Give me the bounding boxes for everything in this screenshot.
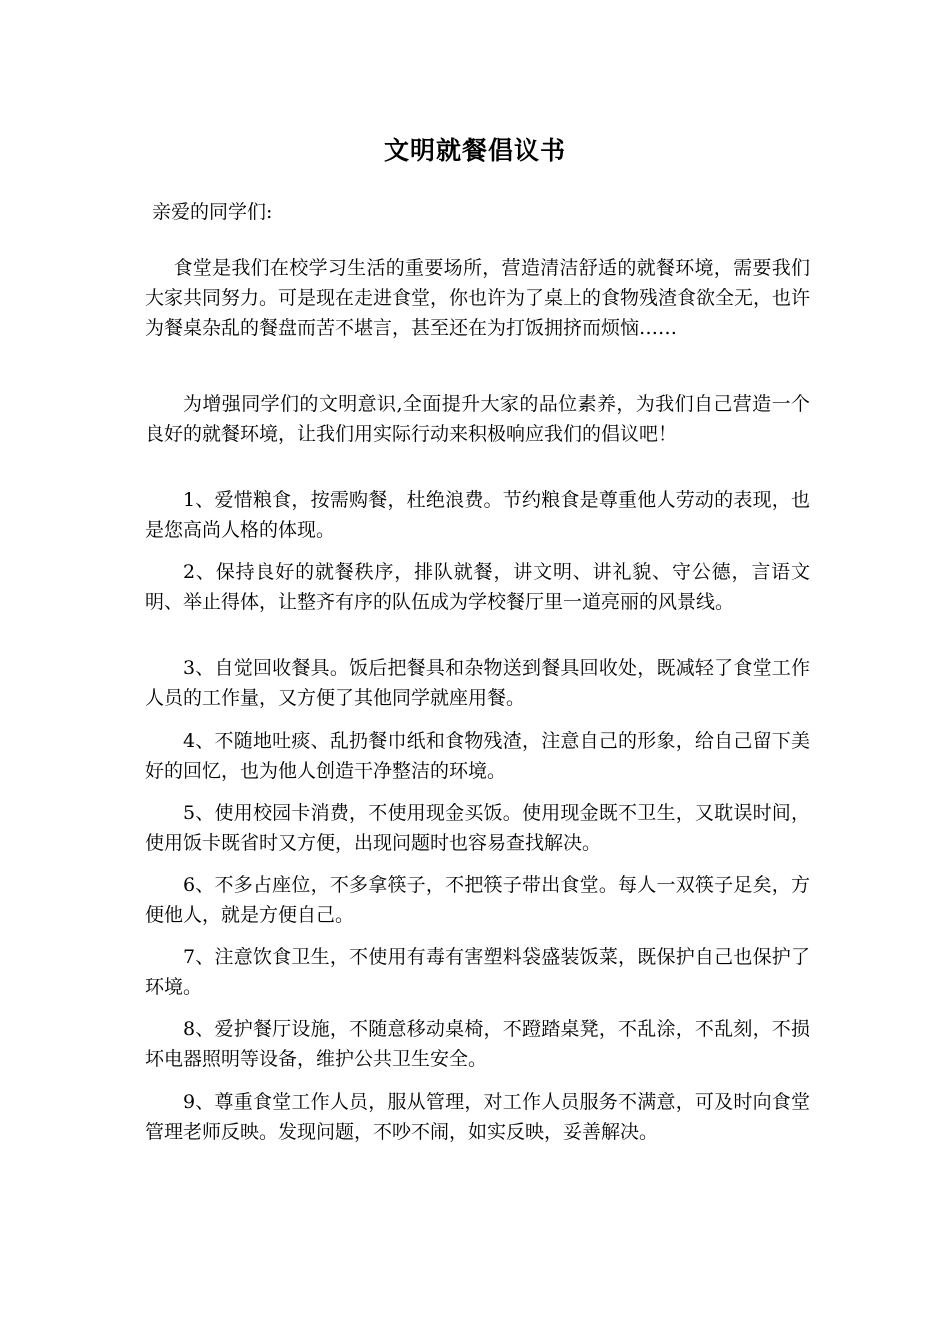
proposal-item: 2、保持良好的就餐秩序，排队就餐，讲文明、讲礼貌、守公德，言语文明、举止得体，让整齐有序的队伍成为学校餐厅里一道亮丽的风景线。	[145, 561, 810, 613]
proposal-item: 7、注意饮食卫生，不使用有毒有害塑料袋盛装饭菜，既保护自己也保护了环境。	[145, 946, 810, 998]
proposal-item: 9、尊重食堂工作人员，服从管理，对工作人员服务不满意，可及时向食堂管理老师反映。发现问题，不吵不闹，如实反映，妥善解决。	[145, 1091, 810, 1143]
proposal-item: 5、使用校园卡消费，不使用现金买饭。使用现金既不卫生，又耽误时间，使用饭卡既省时又方便，出现问题时也容易查找解决。	[145, 802, 810, 854]
intro-paragraph: 食堂是我们在校学习生活的重要场所，营造清洁舒适的就餐环境，需要我们大家共同努力。可是现在走进食堂，你也许为了桌上的食物残渣食欲全无，也许为餐桌杂乱的餐盘而苦不堪言，甚至还在为打饭拥挤而烦恼……	[145, 257, 811, 339]
page-title: 文明就餐倡议书	[383, 136, 566, 165]
proposal-item: 1、爱惜粮食，按需购餐，杜绝浪费。节约粮食是尊重他人劳动的表现，也是您高尚人格的体现。	[145, 489, 810, 541]
proposal-item: 6、不多占座位，不多拿筷子，不把筷子带出食堂。每人一双筷子足矣，方便他人，就是方便自己。	[145, 874, 810, 926]
proposal-item: 8、爱护餐厅设施，不随意移动桌椅，不蹬踏桌凳，不乱涂，不乱刻，不损坏电器照明等设备，维护公共卫生安全。	[145, 1018, 810, 1070]
call-to-action-paragraph: 为增强同学们的文明意识,全面提升大家的品位素养，为我们自己营造一个良好的就餐环境，让我们用实际行动来积极响应我们的倡议吧！	[145, 393, 810, 445]
proposal-item: 4、不随地吐痰、乱扔餐巾纸和食物残渣，注意自己的形象，给自己留下美好的回忆，也为他人创造干净整洁的环境。	[145, 730, 810, 782]
salutation: 亲爱的同学们:	[152, 201, 273, 223]
proposal-item: 3、自觉回收餐具。饭后把餐具和杂物送到餐具回收处，既减轻了食堂工作人员的工作量，又方便了其他同学就座用餐。	[145, 657, 810, 709]
